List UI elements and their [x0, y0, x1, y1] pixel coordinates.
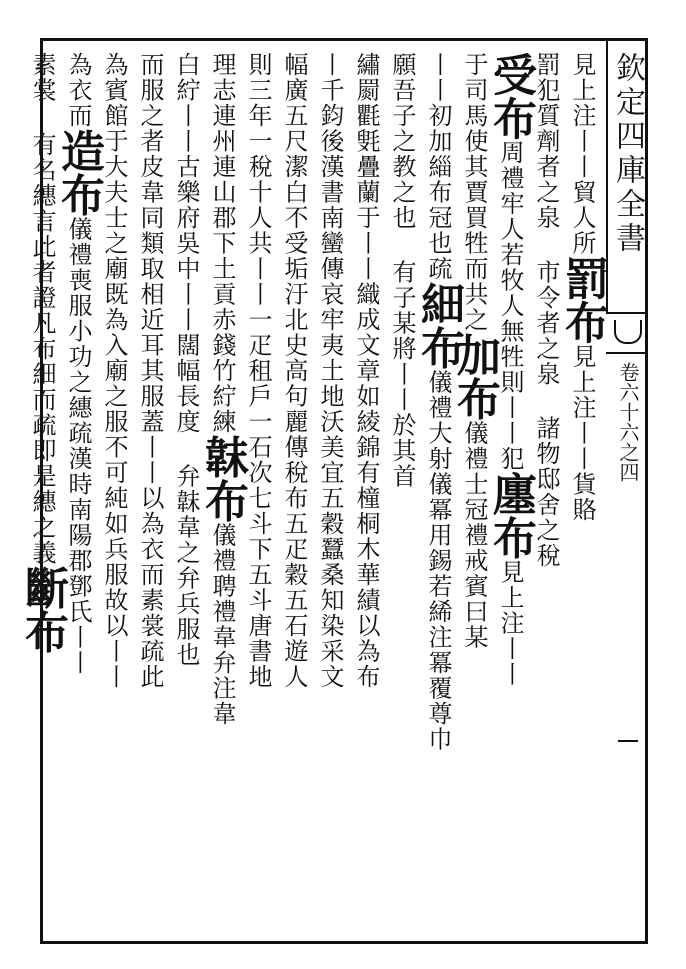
entry-text: 理志連州連山郡下土貢赤錢竹紵練 — [208, 52, 236, 435]
text-column — [240, 52, 276, 932]
text-column — [312, 52, 348, 932]
text-column — [96, 52, 132, 932]
entry-heading: 加布 — [449, 332, 500, 421]
entry-text: 于司馬使其賈買牲而共之 — [460, 52, 488, 333]
entry-text: 弁韎韋之弁兵服也 — [172, 463, 200, 668]
text-column — [528, 52, 564, 932]
entry-text: 儀禮士冠禮戒賓曰某 — [460, 420, 488, 650]
entry-text: 幅廣五尺潔白不受垢汙北史高句麗傳稅布五疋穀五石遊人 — [280, 52, 308, 690]
text-column — [413, 52, 464, 932]
entry-text: 為衣而 — [64, 52, 92, 129]
text-column — [53, 52, 104, 932]
text-column — [276, 52, 312, 932]
text-column — [485, 52, 536, 932]
entry-text: 素裳 — [28, 52, 56, 103]
entry-text: 市令者之泉 — [532, 259, 560, 387]
text-column — [197, 52, 248, 932]
entry-text: 而服之者皮韋同類取相近耳其服蓋丨丨以為衣而素裳疏此 — [136, 52, 164, 690]
entry-text: 儀禮聘禮韋弁注韋 — [208, 522, 236, 727]
entry-text: 則三年一稅十人共丨丨一疋租戶一石次七斗下五斗唐書地 — [244, 52, 272, 690]
entry-text: 見上注丨丨 — [496, 559, 524, 687]
chapter-label: 卷六十六之四 — [616, 362, 640, 482]
entry-text: 有名繐言此者證凡布細而疏即是繐之義 — [28, 131, 56, 566]
entry-text: 白紵丨丨古樂府吳中丨丨闊幅長度 — [172, 52, 200, 435]
text-columns — [17, 52, 608, 932]
entry-heading: 廛布 — [485, 471, 536, 560]
entry-heading: 韎布 — [197, 434, 248, 523]
entry-text: 周禮牢人若牧人無牲則丨丨犯 — [496, 140, 524, 472]
entry-heading: 造布 — [53, 128, 104, 217]
entry-text: 有子某將丨丨於其首 — [388, 259, 416, 489]
entry-text: 儀禮大射儀冪用錫若絺注冪覆尊巾 — [424, 369, 452, 752]
entry-text: 為賓館于大夫士之廟既為入廟之服不可純如兵服故以丨丨 — [100, 52, 128, 690]
text-column — [348, 52, 384, 932]
entry-heading: 細布 — [413, 281, 464, 370]
entry-text: 願吾子之教之也 — [388, 52, 416, 231]
entry-text: 儀禮喪服小功之繐疏漢時南陽郡鄧氏丨丨 — [64, 216, 92, 676]
entry-text: 罰犯質劑者之泉 — [532, 52, 560, 231]
entry-text: 丨丨初加緇布冠也疏 — [424, 52, 452, 282]
entry-text: 諸物邸舍之稅 — [532, 415, 560, 569]
entry-text: 繡罽氍㲣疊蘭于丨丨織成文章如綾錦有橦桐木華績以為布 — [352, 52, 380, 690]
book-title: 欽定四庫全書 — [610, 52, 645, 256]
entry-text: 見上注丨丨貿人所 — [568, 52, 596, 256]
text-column — [384, 52, 420, 932]
entry-text: 丨千鈞後漢書南蠻傳哀牢夷土地沃美宜五穀蠶桑知染采文 — [316, 52, 344, 690]
entry-heading: 罰布 — [557, 256, 608, 344]
fishtail-mark — [606, 314, 648, 354]
entry-heading: 斷布 — [17, 565, 68, 654]
margin-tick — [618, 740, 638, 742]
text-column — [557, 52, 608, 932]
entry-text: 見上注丨丨貨賂 — [568, 344, 596, 523]
entry-heading: 受布 — [485, 52, 536, 140]
text-column — [132, 52, 168, 932]
